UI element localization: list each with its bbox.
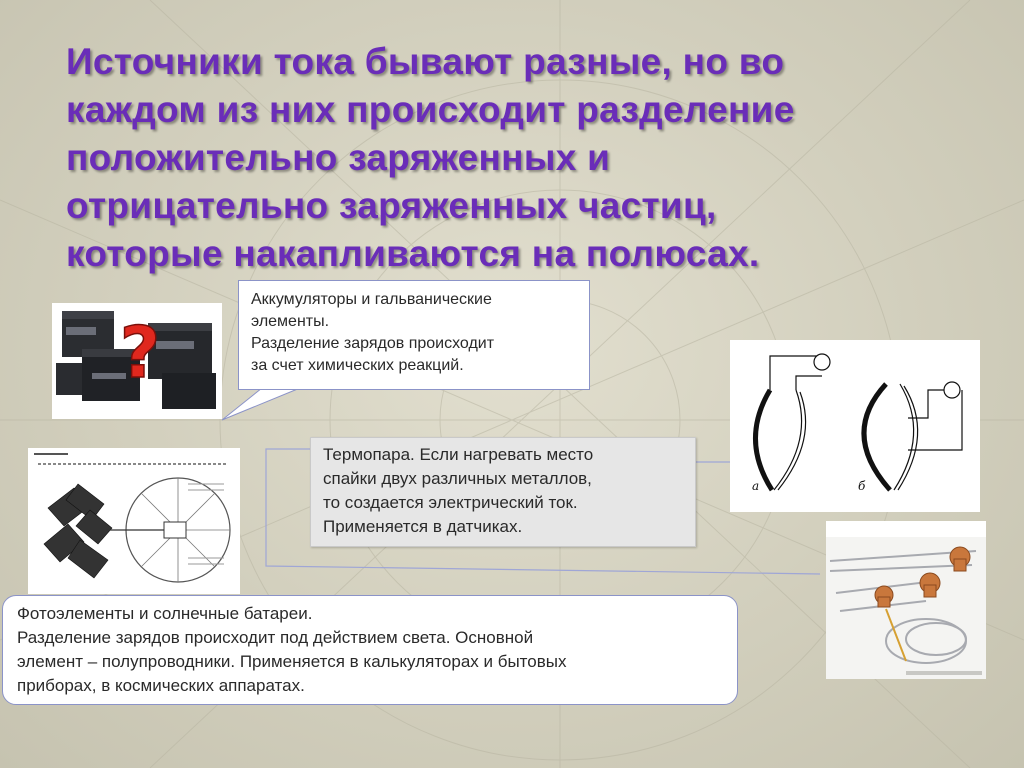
callout-batteries bbox=[238, 280, 590, 390]
thermocouple-diagram bbox=[730, 340, 980, 512]
title-line: отрицательно заряженных частиц, bbox=[66, 185, 717, 226]
title-line: каждом из них происходит разделение bbox=[66, 89, 795, 130]
solar-panel-diagram bbox=[28, 448, 240, 594]
callout-thermocouple bbox=[310, 437, 696, 547]
callout-line: элемент – полупроводники. Применяется в калькуляторах и бытовых bbox=[17, 652, 567, 671]
callout-photocells bbox=[2, 595, 738, 705]
callout-line: Фотоэлементы и солнечные батареи. bbox=[17, 604, 313, 623]
callout-line: Разделение зарядов происходит под действием света. Основной bbox=[17, 628, 534, 647]
thermocouple-sensors-photo bbox=[826, 521, 986, 679]
title-line: Источники тока бывают разные, но во bbox=[66, 41, 785, 82]
callout-line: Термопара. Если нагревать место bbox=[323, 445, 594, 464]
batteries-photo bbox=[52, 303, 222, 419]
question-mark-icon: ? bbox=[119, 312, 161, 394]
callout-line: элементы. bbox=[251, 313, 330, 330]
diagram-label-b: б bbox=[858, 479, 866, 493]
callout-line: за счет химических реакций. bbox=[251, 357, 464, 374]
title-line: которые накапливаются на полюсах. bbox=[66, 233, 760, 274]
callout-line: Аккумуляторы и гальванические bbox=[251, 291, 492, 308]
diagram-label-a: а bbox=[752, 479, 760, 493]
callout-line: то создается электрический ток. bbox=[323, 493, 578, 512]
callout-line: приборах, в космических аппаратах. bbox=[17, 676, 305, 695]
callout-line: спайки двух различных металлов, bbox=[323, 469, 592, 488]
callout-line: Применяется в датчиках. bbox=[323, 517, 523, 536]
callout-line: Разделение зарядов происходит bbox=[251, 335, 495, 352]
title-line: положительно заряженных и bbox=[66, 137, 611, 178]
